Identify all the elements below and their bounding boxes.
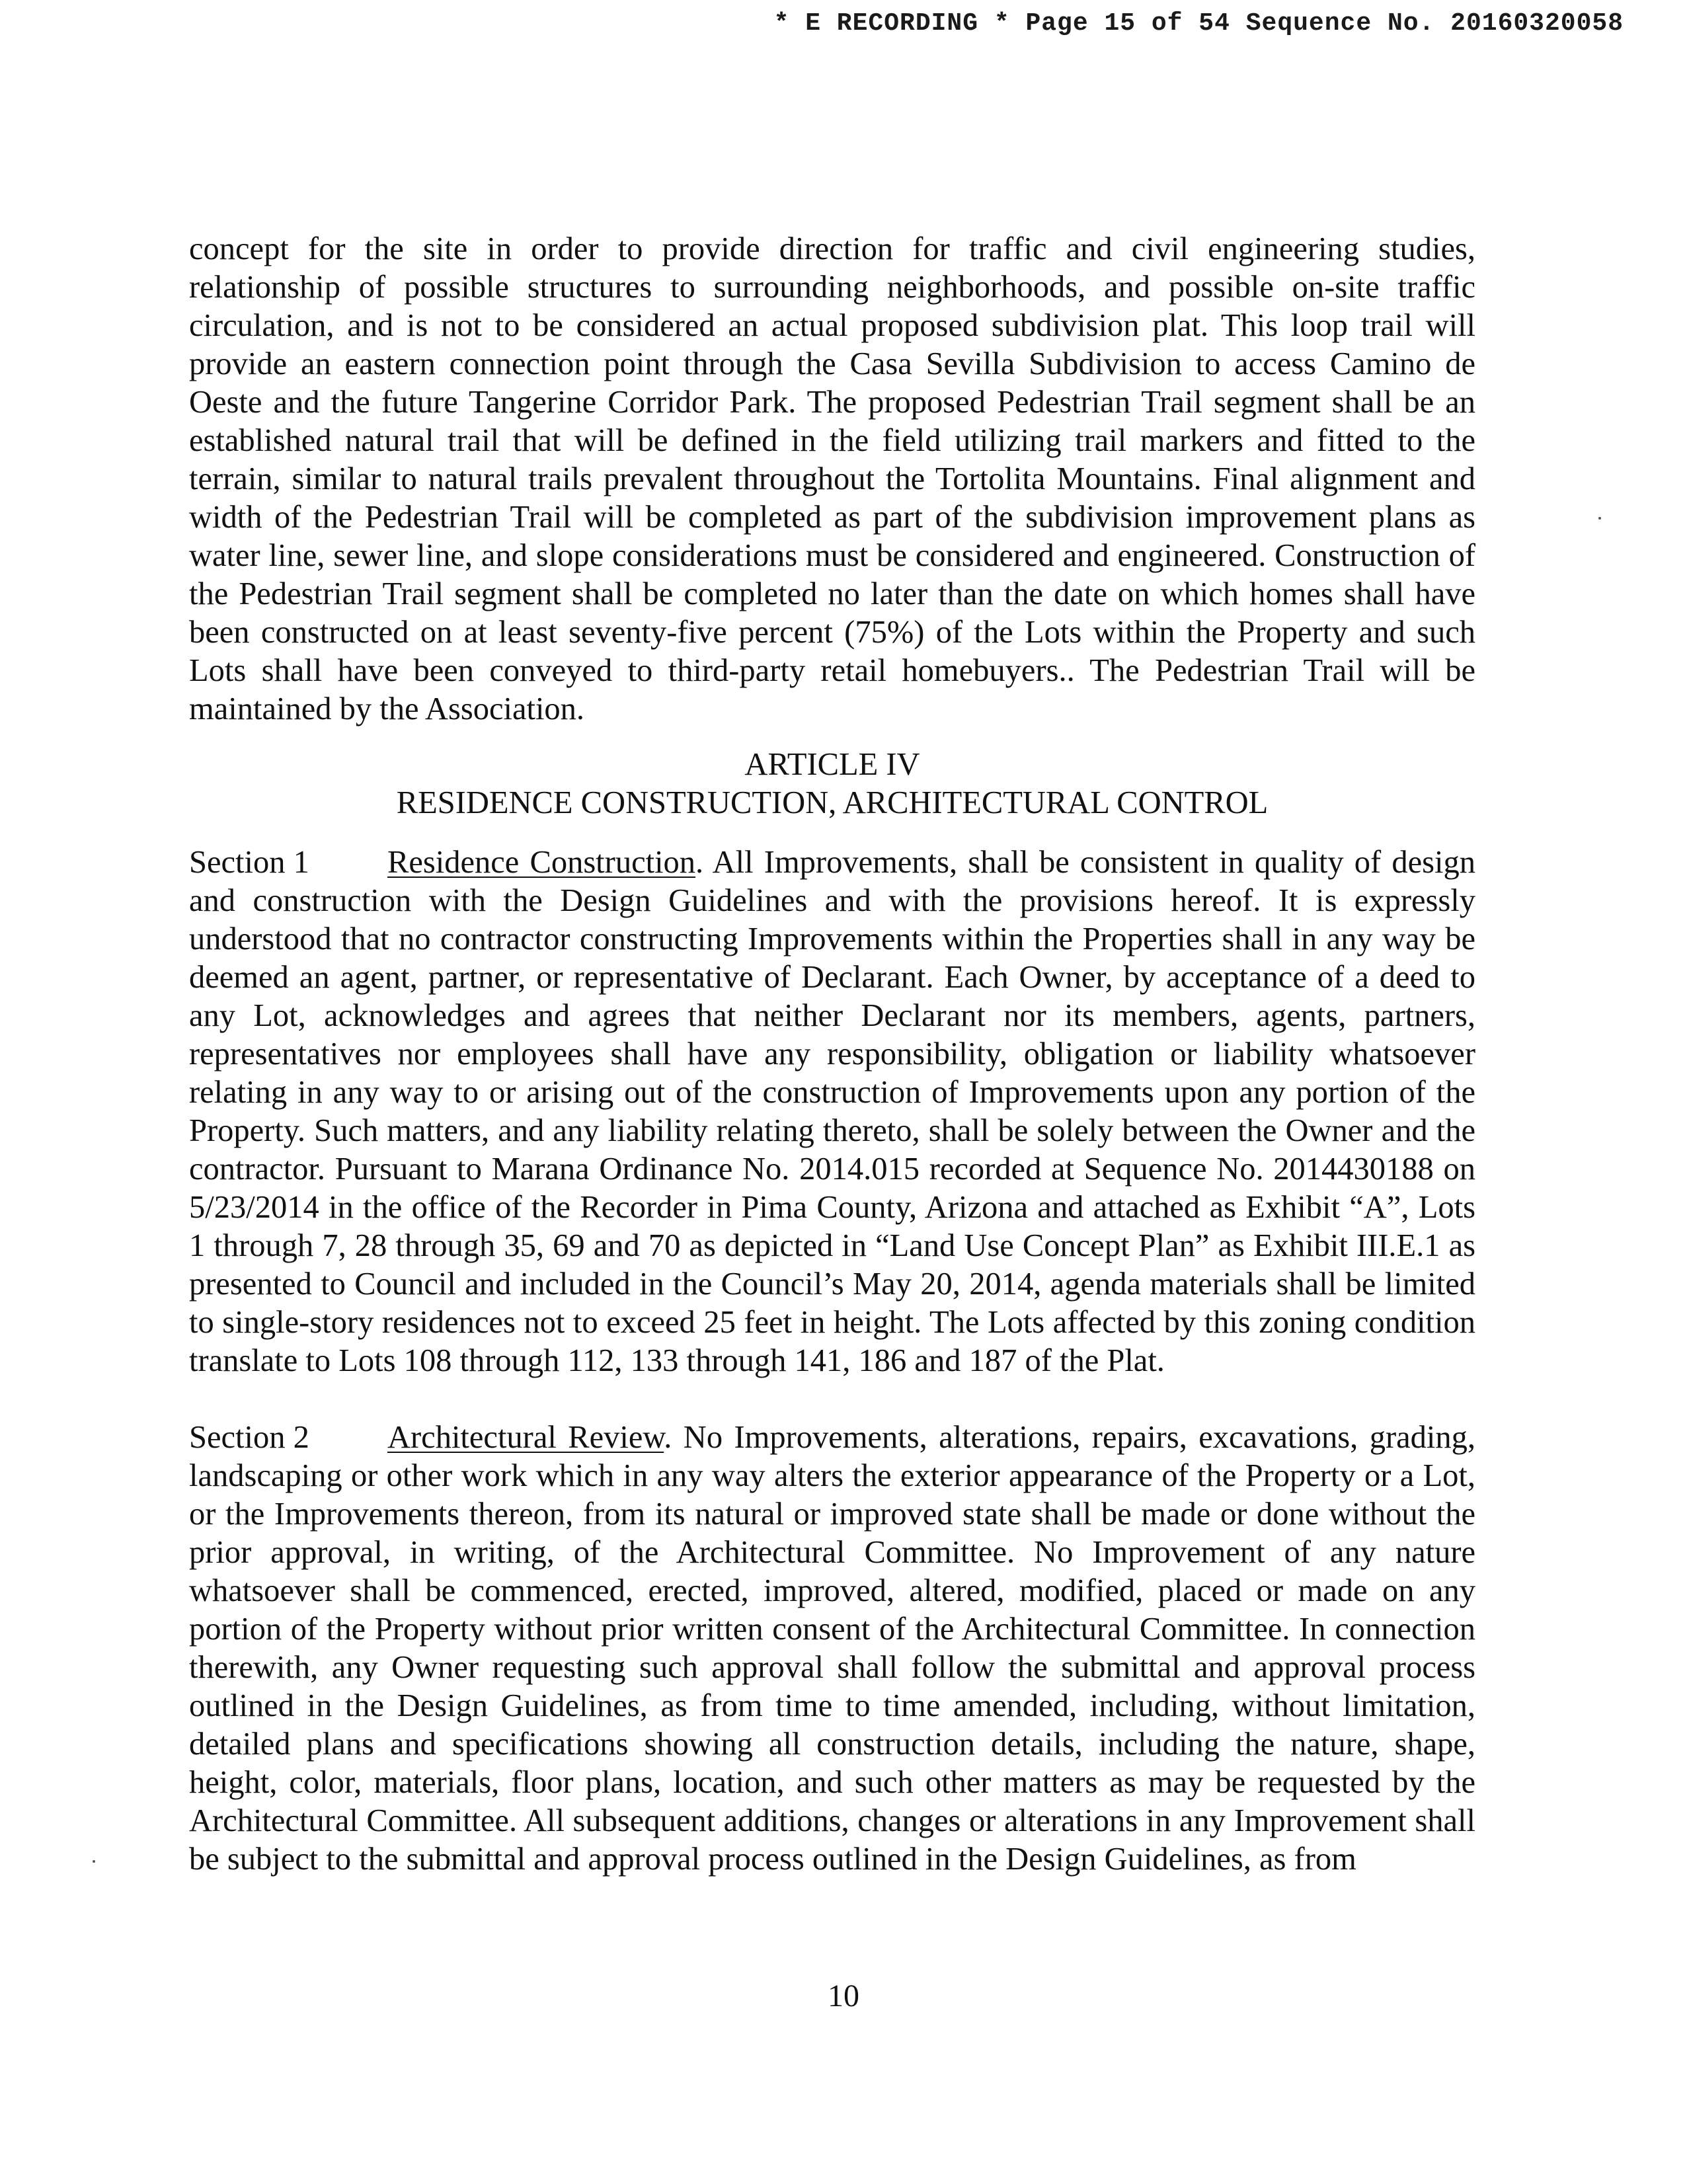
- section-2-number: Section 2: [189, 1420, 309, 1455]
- recording-stamp: * E RECORDING * Page 15 of 54 Sequence No. 20160320058: [773, 9, 1624, 38]
- section-1-number: Section 1: [189, 845, 309, 880]
- section-2-title: Architectural Review: [387, 1420, 664, 1455]
- section-1-title: Residence Construction: [387, 845, 696, 880]
- page-number: 10: [828, 1978, 859, 2013]
- scan-speck: [93, 1860, 95, 1863]
- article-heading: [189, 746, 1475, 822]
- section-2-body: . No Improvements, alterations, repairs, excavations, grading, landscaping or other work which in any way alters the exterior appearance of the Property or a Lot, or the Improvements thereon, from its natural or improved state shall be made or done without the prior approval, in writing, of the Architectural Committee. No Improvement of any nature whatsoever shall be commenced, erected, improved, altered, modified, placed or made on any portion of the Property without prior written consent of the Architectural Committee. In connection therewith, any Owner requesting such approval shall follow the submittal and approval process outlined in the Design Guidelines, as from time to time amended, including, without limitation, detailed plans and specifications showing all construction details, including the nature, shape, height, color, materials, floor plans, location, and such other matters as may be requested by the Architectural Committee. All subsequent additions, changes or alterations in any Improvement shall be subject to the submittal and approval process outlined in the Design Guidelines, as from: [189, 1420, 1475, 1877]
- section-2: [189, 1419, 1475, 1879]
- article-title: RESIDENCE CONSTRUCTION, ARCHITECTURAL CONTROL: [396, 785, 1269, 820]
- section-1-body: . All Improvements, shall be consistent in quality of design and construction with the Design Guidelines and with the provisions hereof. It is expressly understood that no contractor constructing Improvements within the Properties shall in any way be deemed an agent, partner, or representative of Declarant. Each Owner, by acceptance of a deed to any Lot, acknowledges and agrees that neither Declarant nor its members, agents, partners, representatives nor employees shall have any responsibility, obligation or liability whatsoever relating in any way to or arising out of the construction of Improvements upon any portion of the Property. Such matters, and any liability relating thereto, shall be solely between the Owner and the contractor. Pursuant to Marana Ordinance No. 2014.015 recorded at Sequence No. 2014430188 on 5/23/2014 in the office of the Recorder in Pima County, Arizona and attached as Exhibit “A”, Lots 1 through 7, 28 through 35, 69 and 70 as depicted in “Land Use Concept Plan” as Exhibit III.E.1 as presented to Council and included in the Council’s May 20, 2014, agenda materials shall be limited to single-story residences not to exceed 25 feet in height. The Lots affected by this zoning condition translate to Lots 108 through 112, 133 through 141, 186 and 187 of the Plat.: [189, 845, 1475, 1378]
- document-body: [189, 230, 1475, 1917]
- section-1: [189, 843, 1475, 1380]
- intro-paragraph: concept for the site in order to provide direction for traffic and civil engineering studies, relationship of possible structures to surrounding neighborhoods, and possible on-site traffic circulation, and is not to be considered an actual proposed subdivision plat. This loop trail will provide an eastern connection point through the Casa Sevilla Subdivision to access Camino de Oeste and the future Tangerine Corridor Park. The proposed Pedestrian Trail segment shall be an established natural trail that will be defined in the field utilizing trail markers and fitted to the terrain, similar to natural trails prevalent throughout the Tortolita Mountains. Final alignment and width of the Pedestrian Trail will be completed as part of the subdivision improvement plans as water line, sewer line, and slope considerations must be considered and engineered. Construction of the Pedestrian Trail segment shall be completed no later than the date on which homes shall have been constructed on at least seventy-five percent (75%) of the Lots within the Property and such Lots shall have been conveyed to third-party retail homebuyers.. The Pedestrian Trail will be maintained by the Association.: [189, 231, 1475, 726]
- article-number: ARTICLE IV: [744, 747, 920, 782]
- scan-speck: [1598, 517, 1601, 520]
